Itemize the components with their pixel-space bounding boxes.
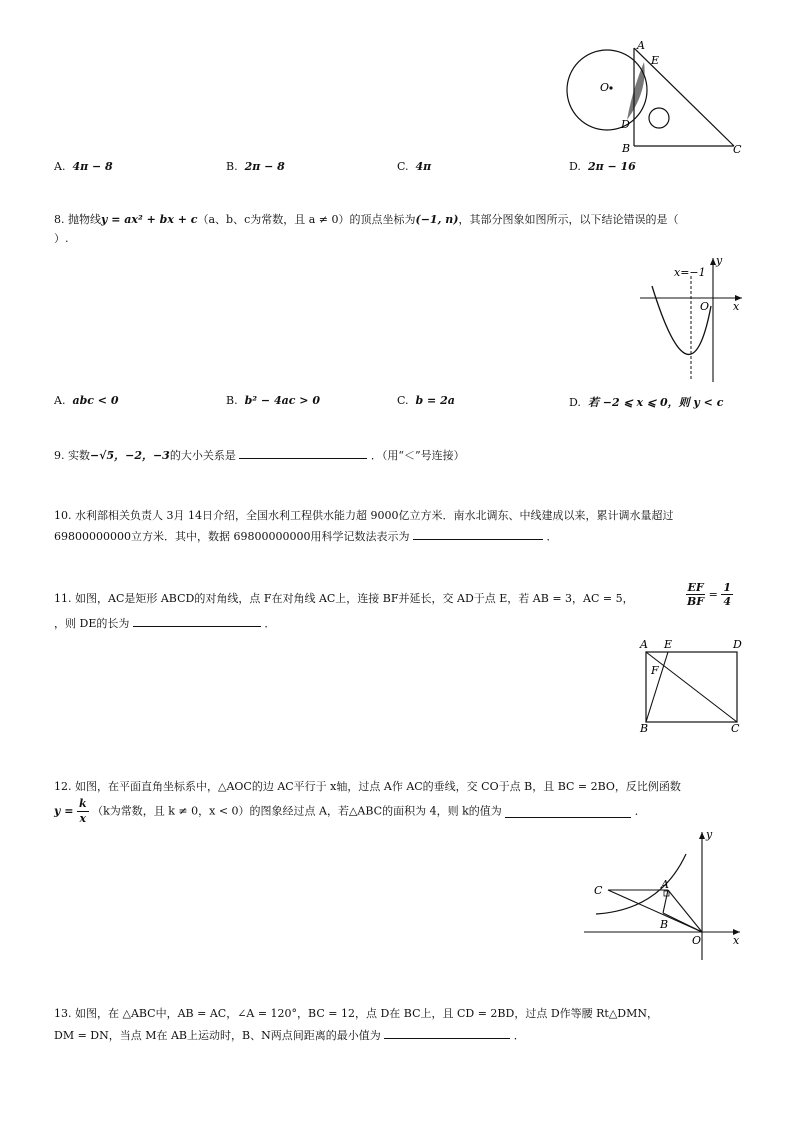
q11-frac-num: EF: [687, 581, 704, 594]
q12-origin: O: [692, 934, 702, 947]
q12-axis-x: x: [733, 934, 740, 947]
q8-stem-line1: [54, 213, 678, 227]
q11-rhs-den: 4: [723, 595, 731, 608]
q9-text-end: ．（用“＜”号连接）: [370, 449, 465, 462]
answer-blank[interactable]: [384, 1027, 510, 1039]
answer-blank[interactable]: [413, 528, 543, 540]
q8-stem-line2: ）.: [54, 232, 69, 245]
q12-y-eq: y =: [54, 804, 74, 818]
q10-stem-line1: 10. 水利部相关负责人 3月 14日介绍，全国水利工程供水能力超 9000亿立方米．南水北调东、中线建成以来，累计调水量超过: [54, 509, 674, 522]
q11-text-condition: AC是矩形 ABCD的对角线，点 F在对角线 AC上，连接 BF并延长，交 AD于点 E，若 AB = 3，AC = 5，: [108, 592, 634, 605]
q8-option-c: [397, 394, 455, 407]
q8-text-condition: （a、b、c为常数，且 a ≠ 0）的顶点坐标为: [197, 213, 416, 226]
q11-text-end: ．: [264, 617, 276, 630]
option-letter: A.: [54, 160, 66, 173]
q7-label-A: A: [637, 39, 645, 52]
option-letter: A.: [54, 394, 66, 407]
q11-label-A: A: [640, 638, 648, 651]
q11-equals: =: [708, 588, 718, 601]
option-letter: D.: [569, 396, 581, 409]
q8-text-end: ，其部分图象如图所示，以下结论错误的是（: [458, 213, 679, 226]
q11-stem-line1: [54, 592, 634, 606]
q7-option-b: [226, 160, 285, 173]
q7-label-B: B: [622, 142, 631, 155]
answer-blank[interactable]: [239, 447, 367, 459]
q9-numbers: −√5，−2，−3: [90, 449, 170, 462]
option-letter: C.: [397, 160, 409, 173]
q11-label-B: B: [640, 722, 649, 734]
q8-axis-y: y: [716, 254, 723, 267]
q10-text: 69800000000立方米．其中，数据 69800000000用科学记数法表示为: [54, 530, 410, 543]
q8-text: 8. 抛物线: [54, 213, 101, 226]
q13-stem-line2: [54, 1027, 525, 1043]
q11-frac-den: BF: [687, 595, 705, 608]
q11-label-E: E: [664, 638, 673, 651]
q12-text-end: ．: [634, 804, 646, 818]
q7-label-D: D: [621, 118, 630, 131]
q8-equation: y = ax² + bx + c: [101, 213, 198, 226]
option-value: 4π: [415, 160, 432, 173]
q7-label-C: C: [733, 143, 742, 156]
q12-figure: [580, 826, 745, 962]
q11-label-F: F: [651, 664, 659, 677]
q12-label-C: C: [594, 884, 603, 897]
option-letter: C.: [397, 394, 409, 407]
option-value: abc < 0: [72, 394, 119, 407]
answer-blank[interactable]: [133, 615, 261, 627]
option-value: 4π − 8: [72, 160, 113, 173]
q13-text: DM = DN，当点 M在 AB上运动时，B、N两点间距离的最小值为: [54, 1029, 381, 1042]
q9-stem: [54, 447, 465, 463]
option-letter: D.: [569, 160, 581, 173]
q8-figure: [636, 252, 746, 384]
q12-text-condition: （k为常数，且 k ≠ 0，x < 0）的图象经过点 A，若△ABC的面积为 4，则 k的值为: [92, 804, 502, 818]
q8-option-b: [226, 394, 320, 407]
q7-option-c: [397, 160, 431, 173]
option-value: 若 −2 ⩽ x ⩽ 0，则 y < c: [587, 396, 724, 409]
q10-stem-line2: [54, 528, 557, 544]
q12-axis-y: y: [706, 828, 713, 841]
q13-stem-line1: 13. 如图，在 △ABC中，AB = AC，∠A = 120°，BC = 12，点 D在 BC上，且 CD = 2BD，过点 D作等腰 Rt△DMN，: [54, 1007, 659, 1020]
q8-vertex: (−1, n): [415, 213, 459, 226]
q8-origin: O: [700, 300, 710, 313]
q9-text: 9. 实数: [54, 449, 90, 462]
q11-stem-line2: [54, 615, 275, 631]
q12-stem-line1: 12. 如图，在平面直角坐标系中，△AOC的边 AC平行于 x轴，过点 A作 AC的垂线，交 CO于点 B，且 BC = 2BO，反比例函数: [54, 780, 681, 793]
option-value: 2π − 8: [244, 160, 285, 173]
q12-frac-den: x: [79, 812, 87, 825]
q8-option-a: [54, 394, 119, 407]
answer-blank[interactable]: [505, 806, 631, 818]
q11-ratio: [686, 581, 733, 608]
q8-line-label: x=−1: [674, 266, 706, 279]
q7-label-E: E: [651, 54, 660, 67]
q12-frac-num: k: [78, 797, 87, 810]
q10-text-end: ．: [546, 530, 558, 543]
q11-label-C: C: [731, 722, 740, 734]
q7-option-d: [569, 160, 636, 173]
q11-rhs-num: 1: [723, 581, 731, 594]
q11-text-question: ，则 DE的长为: [54, 617, 130, 630]
q9-text-mid: 的大小关系是: [169, 449, 236, 462]
q11-figure: [636, 636, 746, 734]
option-letter: B.: [226, 394, 238, 407]
q12-stem-line2: [54, 797, 646, 826]
option-value: b² − 4ac > 0: [244, 394, 320, 407]
q7-option-a: [54, 160, 113, 173]
q7-label-O: O: [600, 81, 610, 94]
option-value: 2π − 16: [587, 160, 636, 173]
q8-option-d: [569, 394, 723, 410]
option-value: b = 2a: [415, 394, 455, 407]
q11-text: 11. 如图，: [54, 592, 108, 605]
q7-figure: [560, 36, 750, 160]
q11-label-D: D: [733, 638, 742, 651]
q8-axis-x: x: [733, 300, 740, 313]
q13-text-end: ．: [513, 1029, 525, 1042]
option-letter: B.: [226, 160, 238, 173]
q12-label-B: B: [660, 918, 669, 931]
q12-label-A: A: [661, 878, 669, 891]
